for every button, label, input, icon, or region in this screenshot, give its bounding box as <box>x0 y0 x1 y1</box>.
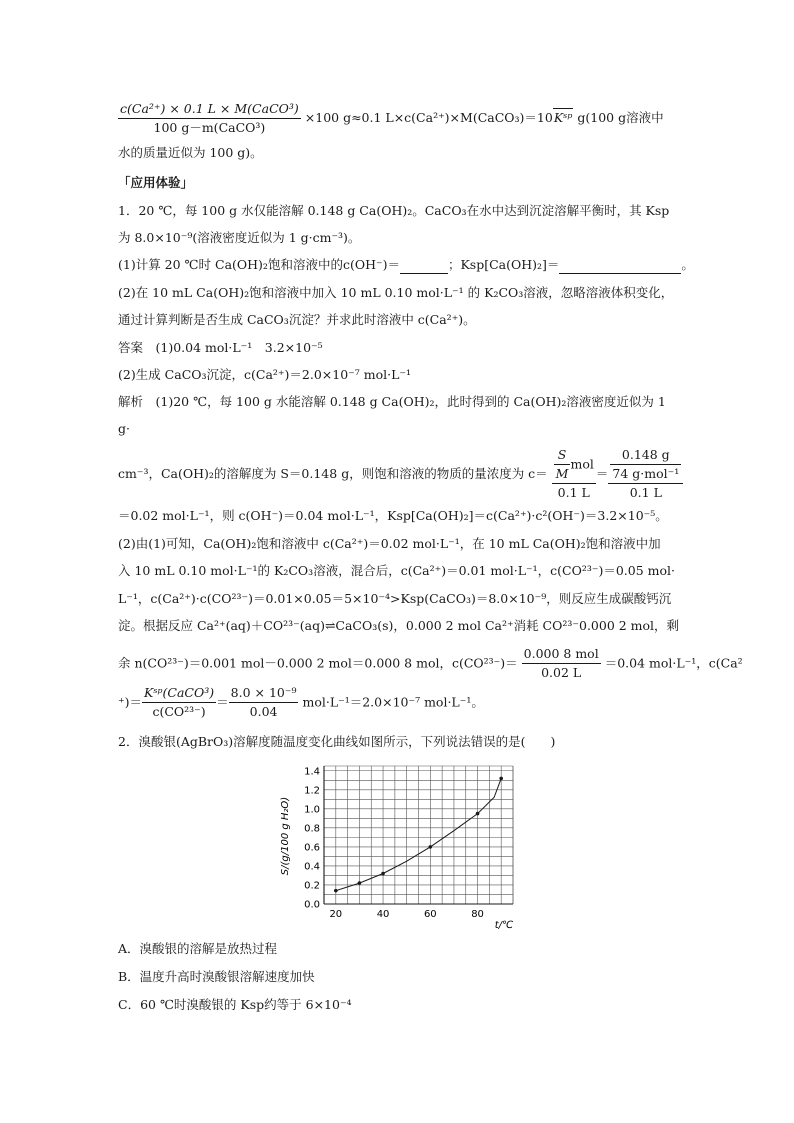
data-point <box>334 889 338 893</box>
equals-sign-1: ＝ <box>595 466 609 481</box>
intro-frac-numerator: c(Ca²⁺) × 0.1 L × M(CaCO³) <box>120 101 299 116</box>
chart-tick-labels <box>304 766 484 920</box>
x-tick-label: 40 <box>376 909 390 920</box>
intro-sqrt: Kˢᵖ <box>553 110 573 125</box>
concentration-fraction-2 <box>608 446 683 502</box>
y-tick-label: 1.0 <box>304 804 320 816</box>
q1-analysis-line-8 <box>118 645 743 682</box>
intro-formula-line <box>118 100 664 137</box>
data-point <box>476 812 480 816</box>
q1-analysis-line-7: 淀。根据反应 Ca²⁺(aq)＋CO²³⁻(aq)⇌CaCO₃(s)，0.000 2 mol Ca²⁺消耗 CO²³⁻0.000 2 mol，剩 <box>118 618 680 633</box>
section-title: 「应用体验」 <box>118 175 194 190</box>
intro-line-2: 水的质量近似为 100 g)。 <box>118 145 263 160</box>
chart-grid <box>324 766 513 904</box>
y-axis-label: S/(g/100 g H₂O) <box>280 796 291 876</box>
q1-analysis-line-9-text-b: mol·L⁻¹＝2.0×10⁻⁷ mol·L⁻¹。 <box>302 694 484 710</box>
x-tick-label: 60 <box>423 909 437 920</box>
x-tick-label: 80 <box>471 909 484 920</box>
data-point <box>381 872 385 876</box>
q1-answer-line-2: (2)生成 CaCO₃沉淀，c(Ca²⁺)＝2.0×10⁻⁷ mol·L⁻¹ <box>118 367 411 382</box>
answer-blank-ksp <box>559 260 681 274</box>
calcium-fraction-2 <box>229 684 299 721</box>
q1-part-2-line-2: 通过计算判断是否生成 CaCO₃沉淀？并求此时溶液中 c(Ca²⁺)。 <box>118 312 476 327</box>
q2-option-b: B．温度升高时溴酸银溶解速度加快 <box>118 969 315 984</box>
q1-part-1 <box>118 256 694 274</box>
y-tick-label: 0.6 <box>304 842 320 854</box>
calcium-fraction-2-numerator: 8.0 × 10⁻⁹ <box>230 685 297 700</box>
q1-part-1-text-a: (1)计算 20 ℃时 Ca(OH)₂饱和溶液中的c(OH⁻)＝ <box>118 257 400 272</box>
s-symbol: S <box>557 447 567 462</box>
fraction-2-denominator: 0.1 L <box>608 483 683 502</box>
x-axis-label: t/℃ <box>494 920 514 930</box>
mass-value: 0.148 g <box>621 447 670 462</box>
equals-sign-2: ＝ <box>216 694 229 710</box>
q1-analysis-line-9-text-a: ⁺)＝ <box>118 694 142 710</box>
concentration-fraction-1 <box>552 446 596 502</box>
answer-blank-oh <box>400 260 448 274</box>
calcium-fraction-2-denominator: 0.04 <box>229 702 299 721</box>
q1-analysis-line-8-text-b: ＝0.04 mol·L⁻¹，c(Ca² <box>604 655 743 671</box>
q1-analysis-line-8-text-a: 余 n(CO²³⁻)＝0.001 mol－0.000 2 mol＝0.000 8 mol，c(CO²³⁻)＝ <box>118 655 518 671</box>
y-tick-label: 0.8 <box>304 823 320 835</box>
q1-stem-line-2: 为 8.0×10⁻⁹(溶液密度近似为 1 g·cm⁻³)。 <box>118 230 361 245</box>
q1-analysis-line-2-text: cm⁻³，Ca(OH)₂的溶解度为 S＝0.148 g，则饱和溶液的物质的量浓度为 c＝ <box>118 466 548 481</box>
q1-analysis-line-2 <box>118 446 683 502</box>
intro-formula-rest: ×100 g≈0.1 L×c(Ca²⁺)×M(CaCO₃)＝10 <box>304 110 553 125</box>
data-point <box>499 777 503 781</box>
q1-analysis-line-1b: g· <box>118 421 130 436</box>
s-over-m <box>554 446 571 483</box>
m-symbol: M <box>555 466 569 481</box>
q1-part-2-line-1: (2)在 10 mL Ca(OH)₂饱和溶液中加入 10 mL 0.10 mol·L⁻¹ 的 K₂CO₃溶液，忽略溶液体积变化， <box>118 285 674 300</box>
y-tick-label: 0.4 <box>304 861 320 873</box>
y-tick-label: 0.2 <box>304 880 320 892</box>
solubility-chart <box>276 760 521 930</box>
molar-mass-value: 74 g·mol⁻¹ <box>612 466 680 481</box>
calcium-fraction-1-numerator: Kˢᵖ(CaCO³) <box>143 685 215 700</box>
q1-analysis-line-4: (2)由(1)可知，Ca(OH)₂饱和溶液中 c(Ca²⁺)＝0.02 mol·L⁻¹，在 10 mL Ca(OH)₂饱和溶液中加 <box>118 536 661 551</box>
fraction-1-numerator <box>552 446 596 483</box>
q2-option-a: A．溴酸银的溶解是放热过程 <box>118 941 278 956</box>
y-tick-label: 1.4 <box>304 766 320 778</box>
data-point <box>358 881 362 885</box>
q1-analysis-line-9 <box>118 684 484 721</box>
q1-analysis-line-3: ＝0.02 mol·L⁻¹，则 c(OH⁻)＝0.04 mol·L⁻¹，Ksp[Ca(OH)₂]＝c(Ca²⁺)·c²(OH⁻)＝3.2×10⁻⁵。 <box>118 508 668 523</box>
q1-stem-line-1: 1．20 ℃，每 100 g 水仅能溶解 0.148 g Ca(OH)₂。CaCO₃在水中达到沉淀溶解平衡时，其 Ksp <box>118 203 670 218</box>
y-tick-label: 0.0 <box>304 899 320 911</box>
carbonate-concentration-fraction <box>522 645 601 682</box>
fraction-2-numerator <box>608 446 683 483</box>
calcium-fraction-1 <box>142 684 216 721</box>
q2-option-c: C．60 ℃时溴酸银的 Ksp约等于 6×10⁻⁴ <box>118 997 352 1012</box>
mol-unit: mol <box>570 456 594 472</box>
q1-part-1-text-b: ；Ksp[Ca(OH)₂]＝ <box>447 257 560 272</box>
intro-formula-tail: g(100 g溶液中 <box>577 110 664 125</box>
data-point <box>429 845 433 849</box>
x-tick-label: 20 <box>329 909 343 920</box>
fraction-1-denominator: 0.1 L <box>552 483 596 502</box>
q2-stem: 2．溴酸银(AgBrO₃)溶解度随温度变化曲线如图所示，下列说法错误的是( ) <box>118 734 556 749</box>
y-tick-label: 1.2 <box>304 785 320 797</box>
carbonate-fraction-numerator: 0.000 8 mol <box>523 646 599 661</box>
calcium-fraction-1-denominator: c(CO²³⁻) <box>142 702 216 721</box>
q1-analysis-line-6: L⁻¹，c(Ca²⁺)·c(CO²³⁻)＝0.01×0.05＝5×10⁻⁴>Ksp(CaCO₃)＝8.0×10⁻⁹，则反应生成碳酸钙沉 <box>118 591 672 606</box>
q1-analysis-line-1: 解析 (1)20 ℃，每 100 g 水能溶解 0.148 g Ca(OH)₂，此时得到的 Ca(OH)₂溶液密度近似为 1 <box>118 394 666 409</box>
carbonate-fraction-denominator: 0.02 L <box>522 663 601 682</box>
intro-fraction <box>118 100 301 137</box>
q1-part-1-text-c: 。 <box>681 257 694 272</box>
intro-frac-denominator: 100 g－m(CaCO³) <box>118 118 301 137</box>
mass-over-molar-mass <box>610 446 681 483</box>
q1-answer-line-1: 答案 (1)0.04 mol·L⁻¹ 3.2×10⁻⁵ <box>118 340 323 355</box>
q1-analysis-line-5: 入 10 mL 0.10 mol·L⁻¹的 K₂CO₃溶液，混合后，c(Ca²⁺)＝0.01 mol·L⁻¹，c(CO²³⁻)＝0.05 mol· <box>118 563 675 578</box>
